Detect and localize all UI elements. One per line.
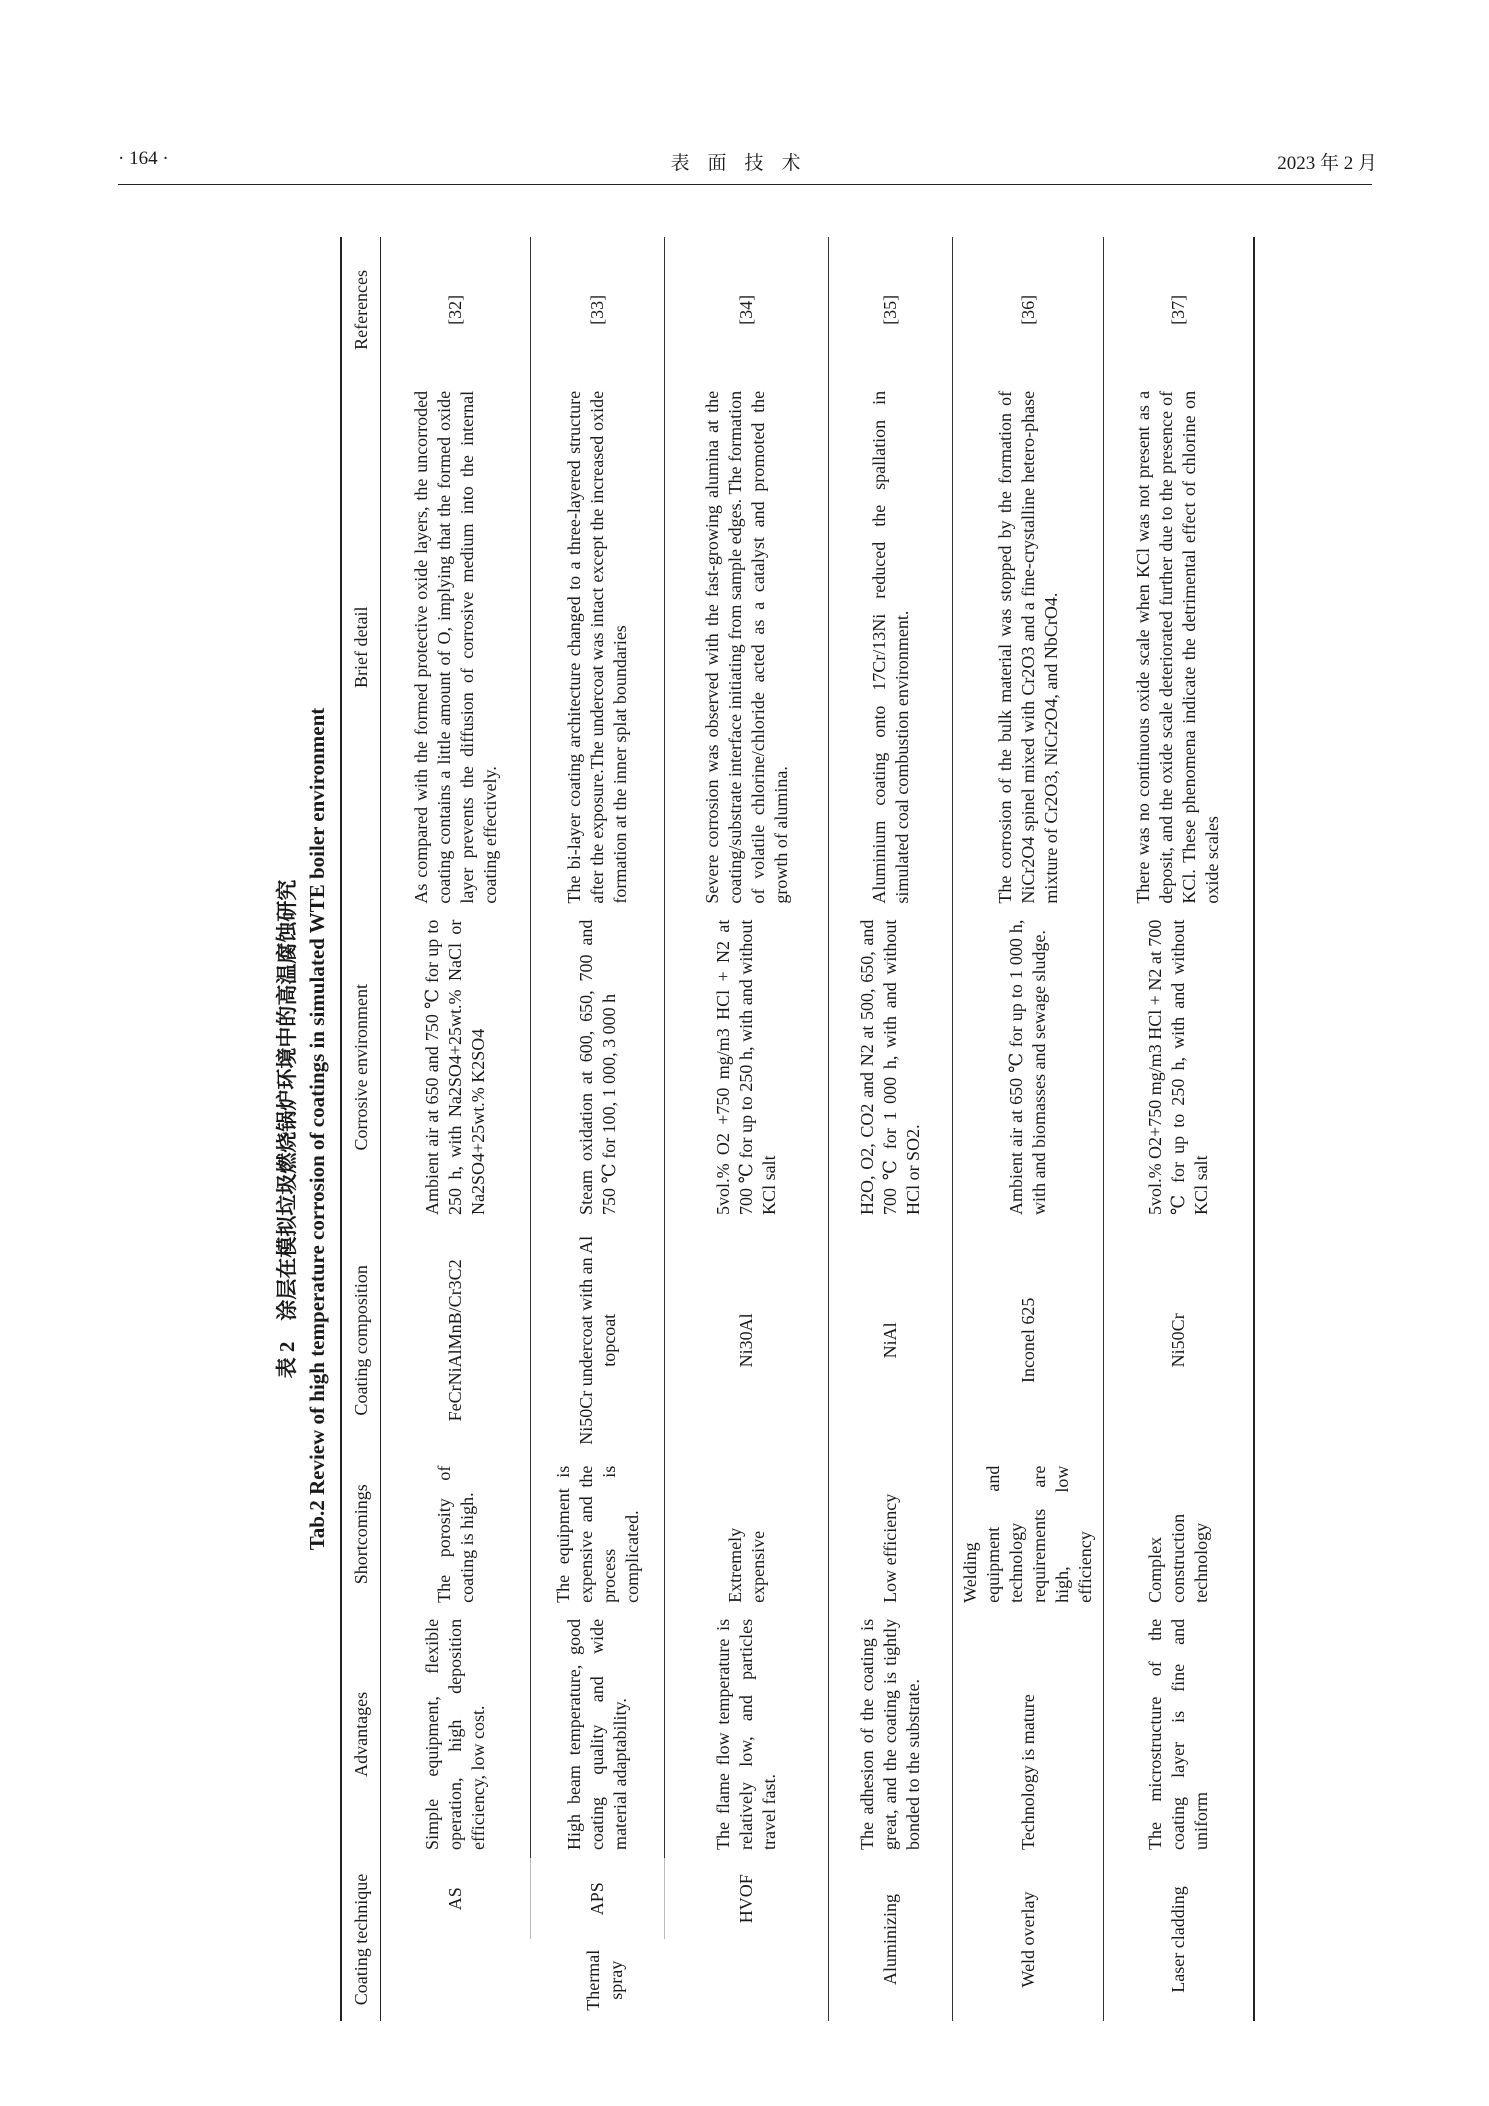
journal-title: 表面技术 bbox=[670, 153, 819, 174]
cell-composition: Ni50Cr undercoat with an Al topcoat bbox=[531, 1223, 665, 1458]
cell-technique: APS bbox=[531, 1858, 665, 1940]
cell-environment: 5vol.% O2 +750 mg/m3 HCl + N2 at 700 ℃ for up to 250 h, with and without KCl salt bbox=[665, 912, 829, 1223]
caption-english: Tab.2 Review of high temperature corrosion of coatings in simulated WTE boiler environment bbox=[305, 707, 329, 1551]
col-header-composition: Coating composition bbox=[341, 1223, 381, 1458]
cell-advantages: Simple equipment, flexible operation, high deposition efficiency, low cost. bbox=[381, 1611, 531, 1858]
cell-technique: Aluminizing bbox=[829, 1858, 953, 2021]
header-rule bbox=[118, 184, 1372, 185]
cell-detail: The bi-layer coating architecture changed to a three-layered structure after the exposure.The undercoat was intact except the increased oxide formation at the inner splat boundaries bbox=[531, 383, 665, 912]
caption-chinese: 表 2 涂层在模拟垃圾燃烧锅炉环境中的高温腐蚀研究 bbox=[275, 879, 299, 1379]
col-header-references: References bbox=[341, 237, 381, 383]
cell-environment: 5vol.% O2+750 mg/m3 HCl + N2 at 700 ℃ for up to 250 h, with and without KCl salt bbox=[1104, 912, 1254, 1223]
table-row bbox=[665, 237, 829, 2021]
cell-shortcomings: The porosity of coating is high. bbox=[381, 1458, 531, 1611]
cell-technique: AS bbox=[381, 1858, 531, 1940]
cell-advantages: The adhesion of the coating is great, and the coating is tightly bonded to the substrate. bbox=[829, 1611, 953, 1858]
cell-detail: Aluminium coating onto 17Cr/13Ni reduced the spallation in simulated coal combustion environment. bbox=[829, 383, 953, 912]
cell-detail: The corrosion of the bulk material was stopped by the formation of NiCr2O4 spinel mixed with Cr2O3 and a fine-crystalline hetero-phase mixture of Cr2O3, NiCr2O4, and NbCrO4. bbox=[953, 383, 1104, 912]
cell-advantages: The microstructure of the coating layer is fine and uniform bbox=[1104, 1611, 1254, 1858]
cell-shortcomings: Welding equipment and technology requirements are high, low efficiency bbox=[953, 1458, 1104, 1611]
thermal-spray-group: Thermal spray bbox=[381, 1939, 829, 2021]
cell-environment: Ambient air at 650 ℃ for up to 1 000 h, with and biomasses and sewage sludge. bbox=[953, 912, 1104, 1223]
cell-environment: H2O, O2, CO2 and N2 at 500, 650, and 700 ℃ for 1 000 h, with and without HCl or SO2. bbox=[829, 912, 953, 1223]
cell-shortcomings: Complex construction technology bbox=[1104, 1458, 1254, 1611]
page-number: · 164 · bbox=[118, 148, 169, 169]
cell-detail: There was no continuous oxide scale when KCl was not present as a deposit, and the oxide scale deteriorated further due to the presence of KCl. These phenomena indicate the detrimental effect of chlorine on oxide scales bbox=[1104, 383, 1254, 912]
issue-date: 2023 年 2 月 bbox=[1277, 153, 1377, 174]
table-row bbox=[953, 237, 1104, 2021]
cell-reference: [36] bbox=[953, 237, 1104, 383]
table-row bbox=[1104, 237, 1254, 2021]
cell-shortcomings: Extremely expensive bbox=[665, 1458, 829, 1611]
cell-composition: Ni50Cr bbox=[1104, 1223, 1254, 1458]
cell-reference: [34] bbox=[665, 237, 829, 383]
cell-environment: Ambient air at 650 and 750 ℃ for up to 250 h, with Na2SO4+25wt.% NaCl or Na2SO4+25wt.% K2SO4 bbox=[381, 912, 531, 1223]
cell-advantages: The flame flow temperature is relatively low, and particles travel fast. bbox=[665, 1611, 829, 1858]
cell-reference: [35] bbox=[829, 237, 953, 383]
cell-technique: Weld overlay bbox=[953, 1858, 1104, 2021]
cell-detail: Severe corrosion was observed with the fast-growing alumina at the coating/substrate interface initiating from sample edges. The formation of volatile chlorine/chloride acted as a catalyst and promoted the growth of alumina. bbox=[665, 383, 829, 912]
cell-composition: NiAl bbox=[829, 1223, 953, 1458]
cell-shortcomings: The equipment is expensive and the process is complicated. bbox=[531, 1458, 665, 1611]
cell-technique: HVOF bbox=[665, 1858, 829, 1940]
cell-environment: Steam oxidation at 600, 650, 700 and 750 ℃ for 100, 1 000, 3 000 h bbox=[531, 912, 665, 1223]
table-caption bbox=[272, 237, 340, 2021]
col-header-advantages: Advantages bbox=[341, 1611, 381, 1858]
col-header-shortcomings: Shortcomings bbox=[341, 1458, 381, 1611]
cell-reference: [37] bbox=[1104, 237, 1254, 383]
cell-reference: [33] bbox=[531, 237, 665, 383]
cell-composition: Inconel 625 bbox=[953, 1223, 1104, 1458]
table-row bbox=[381, 237, 531, 2021]
cell-reference: [32] bbox=[381, 237, 531, 383]
col-header-environment: Corrosive environment bbox=[341, 912, 381, 1223]
col-header-technique: Coating technique bbox=[341, 1858, 381, 2021]
cell-advantages: Technology is mature bbox=[953, 1611, 1104, 1858]
col-header-detail: Brief detail bbox=[341, 383, 381, 912]
coatings-table bbox=[340, 237, 1255, 2021]
cell-composition: Ni30Al bbox=[665, 1223, 829, 1458]
table-header-row bbox=[341, 237, 381, 2021]
table-row bbox=[829, 237, 953, 2021]
cell-advantages: High beam temperature, good coating quality and wide material adaptability. bbox=[531, 1611, 665, 1858]
cell-shortcomings: Low efficiency bbox=[829, 1458, 953, 1611]
rotated-table-block bbox=[272, 237, 1264, 2021]
cell-technique: Laser cladding bbox=[1104, 1858, 1254, 2021]
cell-composition: FeCrNiAlMnB/Cr3C2 bbox=[381, 1223, 531, 1458]
table-row bbox=[531, 237, 665, 2021]
cell-detail: As compared with the formed protective oxide layers, the uncorroded coating contains a little amount of O, implying that the formed oxide layer prevents the diffusion of corrosive medium into the internal coating effectively. bbox=[381, 383, 531, 912]
